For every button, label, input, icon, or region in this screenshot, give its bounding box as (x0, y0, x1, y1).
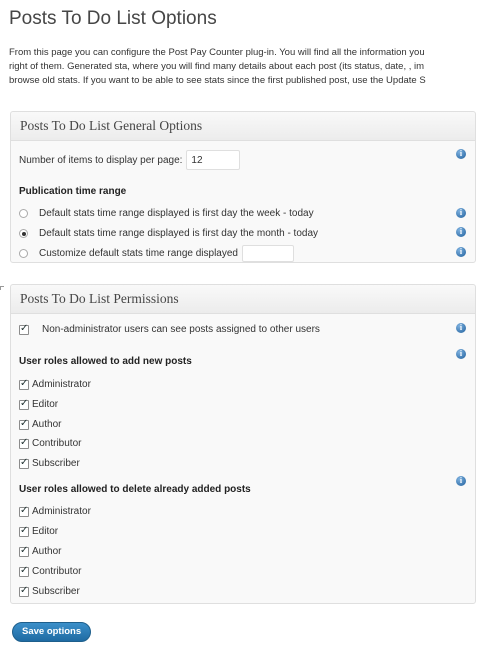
delete-role-subscriber[interactable] (19, 586, 80, 597)
checkbox[interactable] (19, 567, 29, 577)
page-title: Posts To Do List Options (9, 8, 217, 29)
role-label: Editor (32, 399, 59, 410)
checkbox[interactable] (19, 547, 29, 557)
add-role-administrator[interactable] (19, 379, 91, 390)
items-per-page-label: Number of items to display per page: (19, 154, 183, 166)
add-roles-heading: User roles allowed to add new posts (19, 356, 192, 367)
radio-custom[interactable] (19, 249, 28, 258)
add-role-subscriber[interactable] (19, 458, 80, 469)
delete-role-author[interactable] (19, 546, 61, 557)
role-label: Administrator (32, 506, 91, 517)
role-label: Author (32, 546, 62, 557)
delete-roles-heading: User roles allowed to delete already added posts (19, 484, 251, 495)
permissions-title: Posts To Do List Permissions (11, 285, 475, 314)
info-icon[interactable]: i (456, 208, 466, 218)
option-label: Default stats time range displayed is first day the month - today (39, 228, 319, 239)
radio-week[interactable] (19, 209, 28, 218)
info-icon[interactable]: i (456, 323, 466, 333)
intro-line: From this page you can configure the Post Pay Counter plug-in. You will find all the information you (9, 47, 425, 58)
intro-line: right of them. Generated sta, where you will find many details about each post (its status, date, , im (9, 61, 425, 72)
checkbox[interactable] (19, 587, 29, 597)
time-range-option-week[interactable] (19, 208, 314, 219)
custom-range-input[interactable] (242, 245, 294, 262)
option-label: Customize default stats time range displayed (39, 248, 238, 259)
delete-role-editor[interactable] (19, 526, 58, 537)
checkbox[interactable] (19, 380, 29, 390)
role-label: Subscriber (32, 458, 80, 469)
general-options-box (10, 111, 476, 263)
edge-mark (0, 286, 4, 290)
checkbox[interactable] (19, 507, 29, 517)
items-per-page-input[interactable] (186, 150, 240, 170)
add-role-contributor[interactable] (19, 438, 81, 449)
intro-line: browse old stats. If you want to be able to see stats since the first published post, use the Update S (9, 75, 426, 86)
delete-role-administrator[interactable] (19, 506, 91, 517)
role-label: Author (32, 419, 62, 430)
non-admin-checkbox[interactable] (19, 325, 29, 335)
general-options-title: Posts To Do List General Options (11, 112, 475, 141)
time-range-option-month[interactable] (19, 228, 318, 239)
role-label: Contributor (32, 438, 82, 449)
info-icon[interactable]: i (456, 227, 466, 237)
items-per-page-row (19, 150, 240, 170)
info-icon[interactable]: i (456, 349, 466, 359)
add-role-author[interactable] (19, 419, 61, 430)
checkbox[interactable] (19, 420, 29, 430)
save-options-button[interactable]: Save options (12, 622, 91, 642)
intro-text (9, 46, 490, 88)
info-icon[interactable]: i (456, 149, 466, 159)
radio-month[interactable] (19, 229, 28, 238)
role-label: Subscriber (32, 586, 80, 597)
role-label: Administrator (32, 379, 91, 390)
time-range-option-custom[interactable] (19, 245, 294, 262)
add-role-editor[interactable] (19, 399, 58, 410)
non-admin-label: Non-administrator users can see posts assigned to other users (42, 324, 320, 335)
option-label: Default stats time range displayed is first day the week - today (39, 208, 314, 219)
role-label: Editor (32, 526, 59, 537)
delete-role-contributor[interactable] (19, 566, 81, 577)
role-label: Contributor (32, 566, 82, 577)
checkbox[interactable] (19, 459, 29, 469)
non-admin-row[interactable] (19, 324, 320, 335)
info-icon[interactable]: i (456, 476, 466, 486)
permissions-box (10, 284, 476, 604)
checkbox[interactable] (19, 400, 29, 410)
info-icon[interactable]: i (456, 247, 466, 257)
checkbox[interactable] (19, 527, 29, 537)
checkbox[interactable] (19, 439, 29, 449)
time-range-heading: Publication time range (19, 186, 127, 197)
